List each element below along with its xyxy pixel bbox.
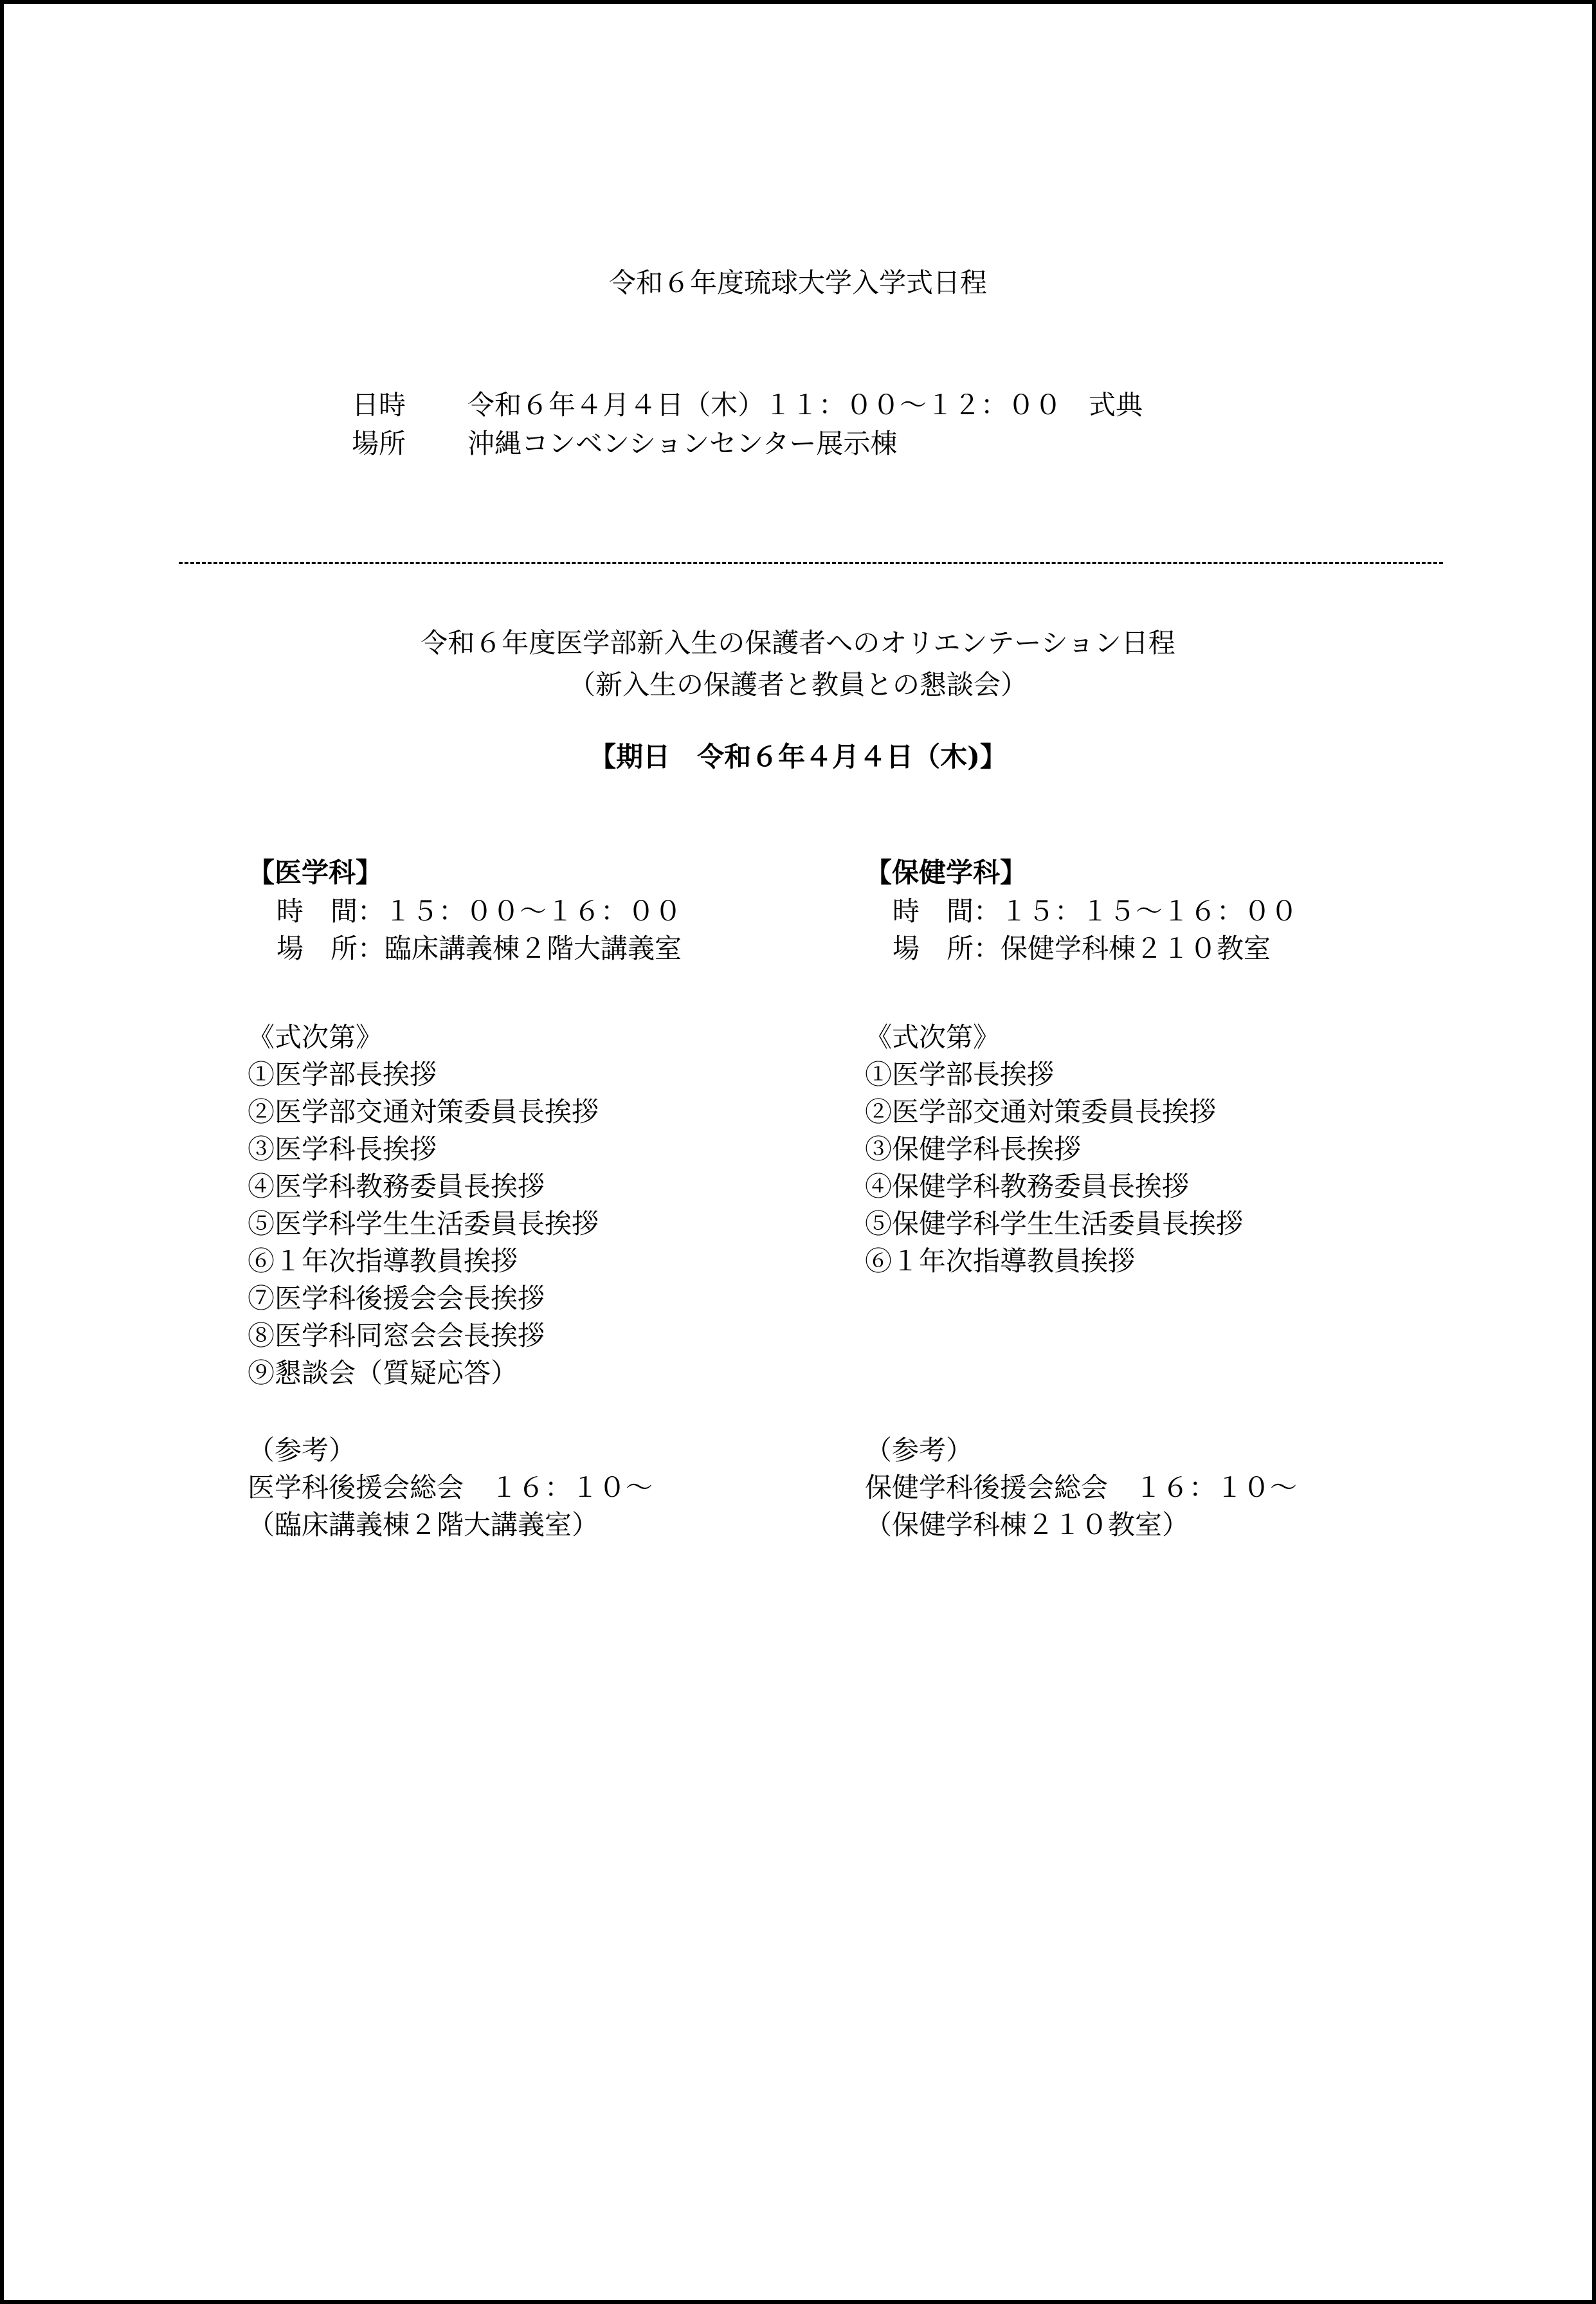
health-header: 【保健学科】 xyxy=(865,857,1028,888)
dashed-divider xyxy=(179,562,1443,564)
orientation-title: 令和６年度医学部新入生の保護者へのオリエンテーション日程 xyxy=(421,627,1175,659)
medical-program-item: ⑦医学科後援会会長挨拶 xyxy=(248,1283,545,1314)
health-program-item: ①医学部長挨拶 xyxy=(865,1059,1055,1090)
health-program-item: ②医学部交通対策委員長挨拶 xyxy=(865,1096,1217,1128)
datetime-value: 令和６年４月４日（木）１１：００～１２：００ 式典 xyxy=(467,389,1143,421)
health-program-item: ④保健学科教務委員長挨拶 xyxy=(865,1171,1190,1202)
health-program-item: ⑥１年次指導教員挨拶 xyxy=(865,1245,1136,1277)
medical-ref-line1: 医学科後援会総会 １６：１０～ xyxy=(248,1472,653,1503)
health-ref-line1: 保健学科後援会総会 １６：１０～ xyxy=(865,1472,1298,1503)
medical-ref-line2: （臨床講義棟２階大講義室） xyxy=(248,1509,599,1541)
health-time: 時 間：１５：１５～１６：００ xyxy=(893,895,1298,927)
medical-program-item: ①医学部長挨拶 xyxy=(248,1059,437,1090)
orientation-date: 【期日 令和６年４月４日（木)】 xyxy=(589,741,1007,773)
medical-header: 【医学科】 xyxy=(248,857,383,888)
health-place: 場 所：保健学科棟２１０教室 xyxy=(893,933,1271,964)
medical-time: 時 間：１５：００～１６：００ xyxy=(277,895,682,927)
health-program-label: 《式次第》 xyxy=(865,1021,1001,1053)
medical-program-item: ③医学科長挨拶 xyxy=(248,1133,437,1165)
datetime-label: 日時 xyxy=(352,389,406,421)
health-program-item: ⑤保健学科学生生活委員長挨拶 xyxy=(865,1208,1244,1239)
medical-program-item: ⑤医学科学生生活委員長挨拶 xyxy=(248,1208,599,1239)
ceremony-title: 令和６年度琉球大学入学式日程 xyxy=(608,267,987,298)
health-ref-label: （参考） xyxy=(865,1434,974,1466)
medical-place: 場 所：臨床講義棟２階大講義室 xyxy=(277,933,682,964)
place-value: 沖縄コンベンションセンター展示棟 xyxy=(467,428,898,459)
orientation-subtitle: （新入生の保護者と教員との懇談会） xyxy=(568,669,1028,700)
medical-program-label: 《式次第》 xyxy=(248,1021,383,1053)
health-program-item: ③保健学科長挨拶 xyxy=(865,1133,1082,1165)
place-label: 場所 xyxy=(352,428,406,459)
medical-ref-label: （参考） xyxy=(248,1434,356,1466)
health-ref-line2: （保健学科棟２１０教室） xyxy=(865,1509,1190,1541)
medical-program-item: ⑨懇談会（質疑応答） xyxy=(248,1357,518,1389)
medical-program-item: ④医学科教務委員長挨拶 xyxy=(248,1171,545,1202)
medical-program-item: ②医学部交通対策委員長挨拶 xyxy=(248,1096,599,1128)
medical-program-item: ⑥１年次指導教員挨拶 xyxy=(248,1245,518,1277)
medical-program-item: ⑧医学科同窓会会長挨拶 xyxy=(248,1320,545,1351)
